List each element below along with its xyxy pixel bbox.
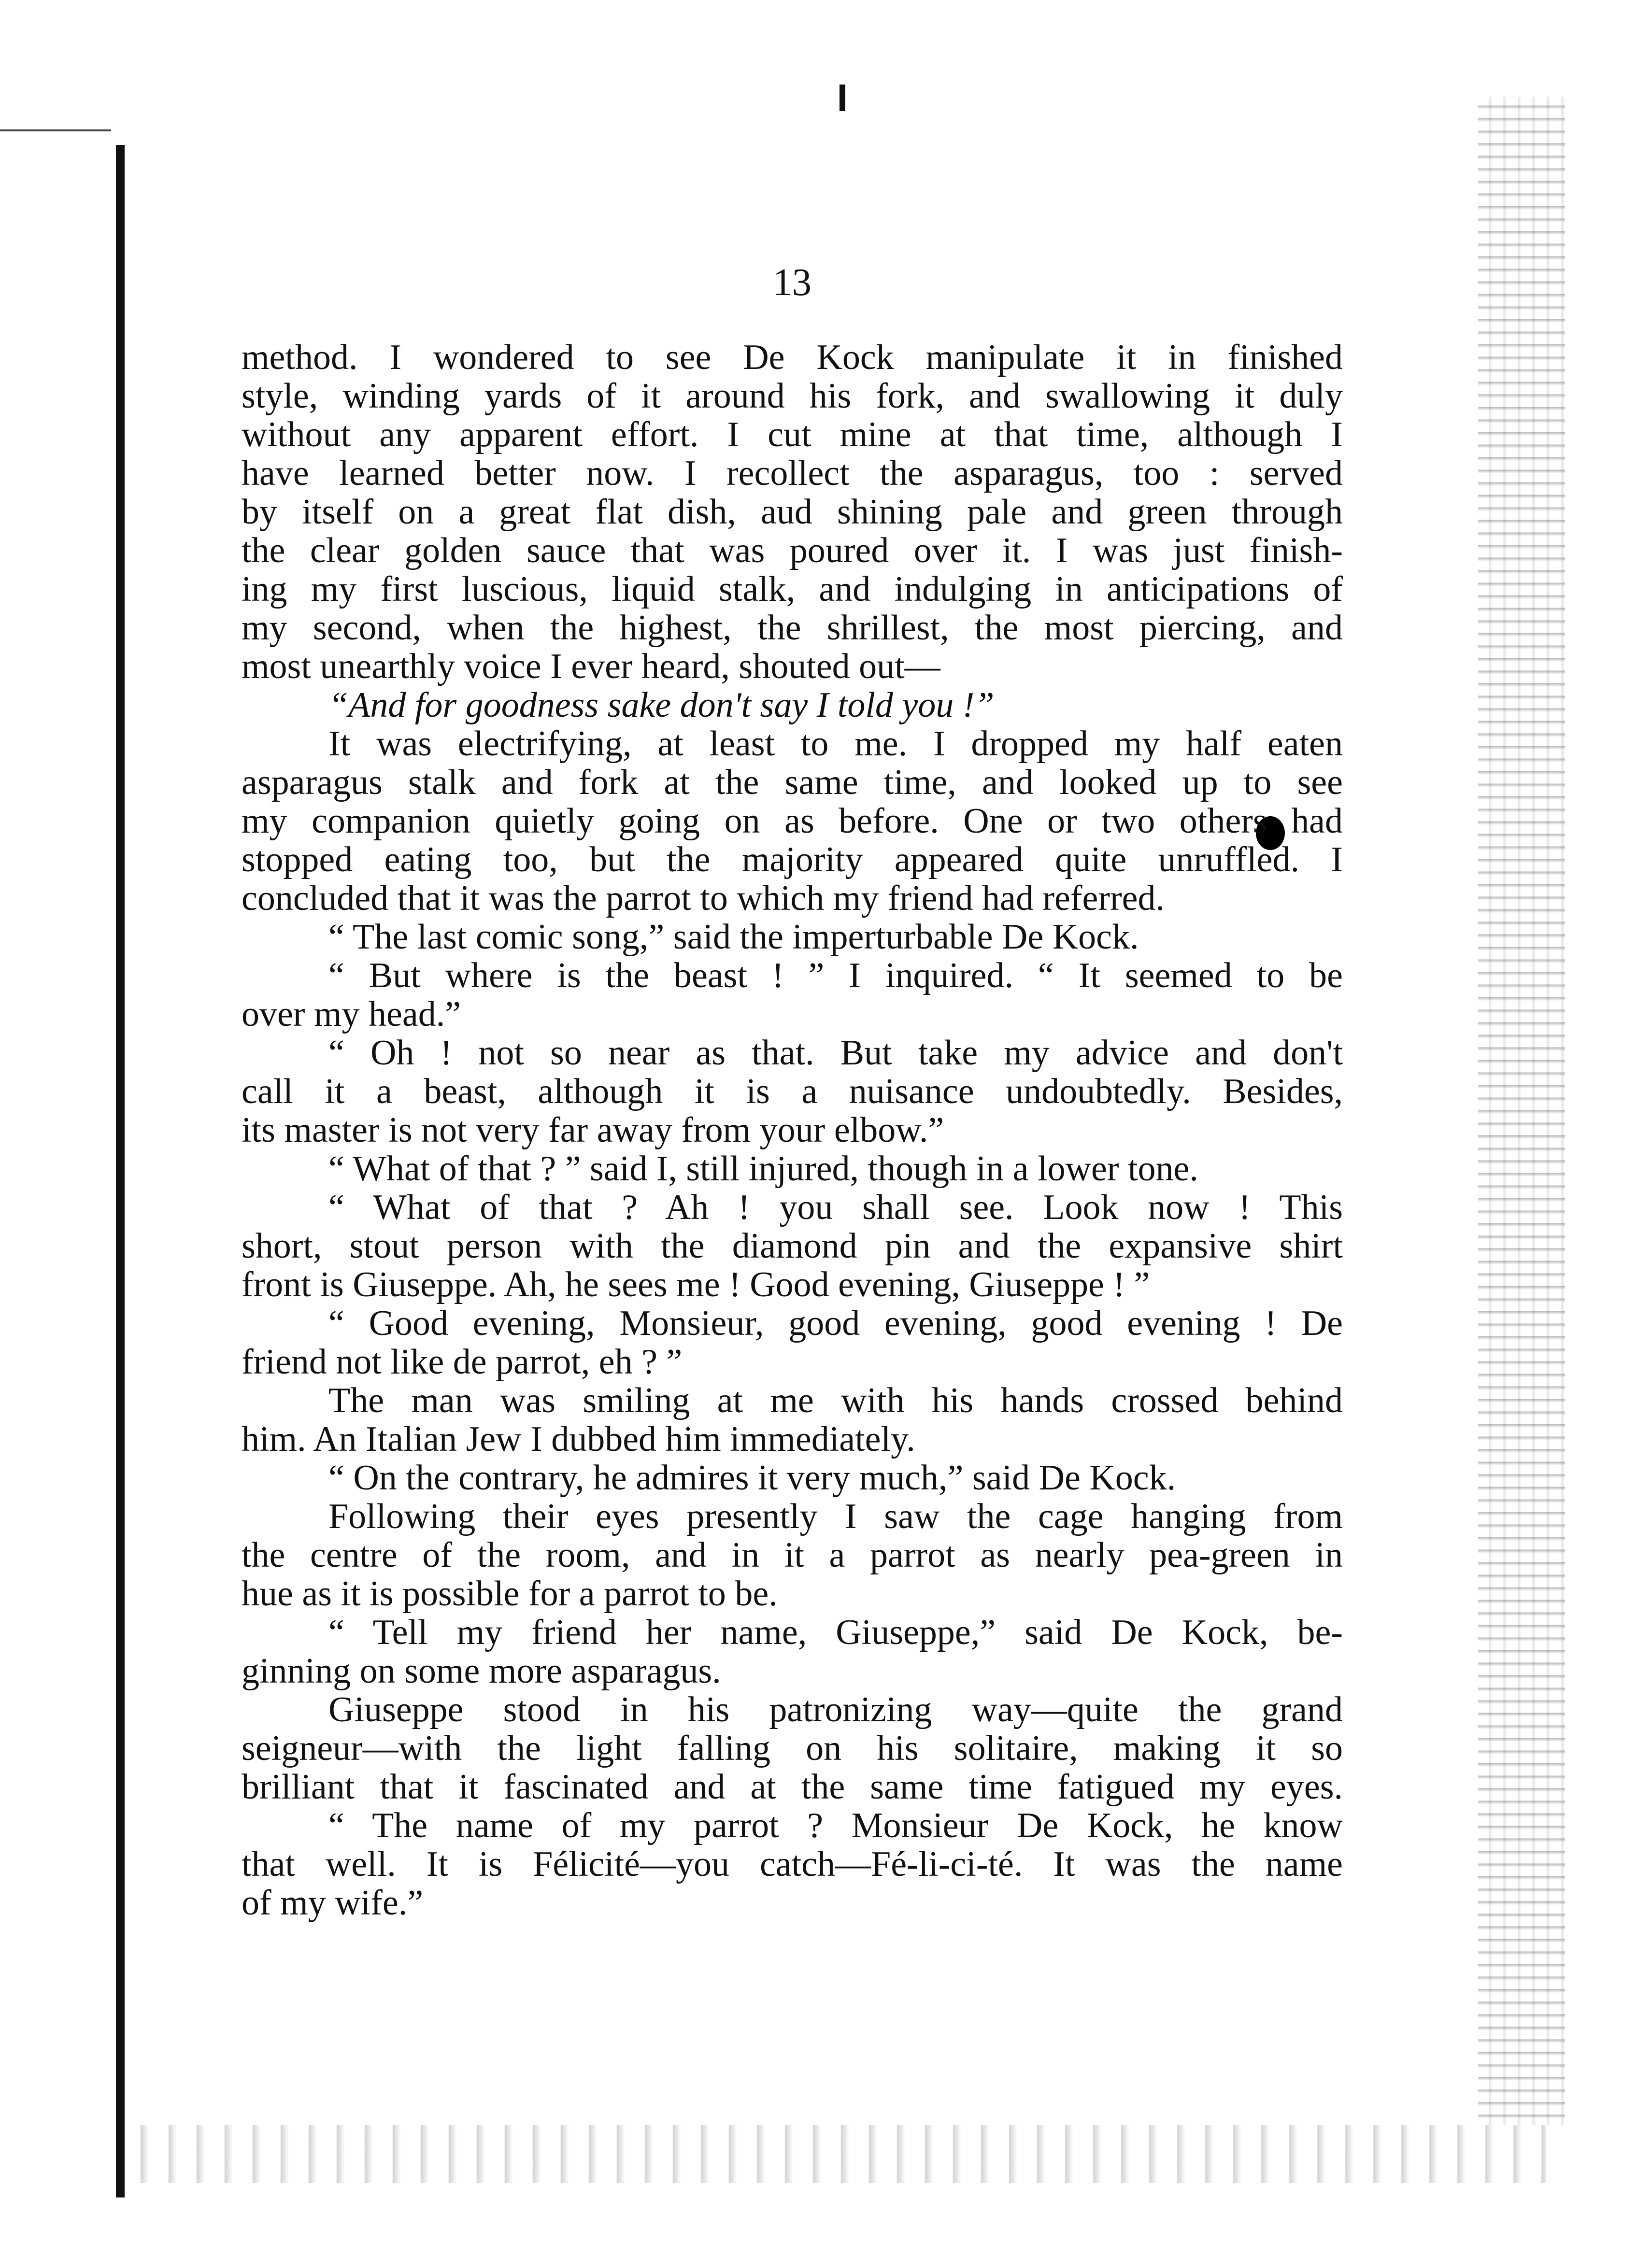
text-line: The man was smiling at me with his hands crossed behind bbox=[328, 1381, 1343, 1420]
text-line: seigneur—with the light falling on his solitaire, making it so bbox=[242, 1729, 1343, 1768]
page-edge-right-noise bbox=[1478, 97, 1565, 2125]
text-line: call it a beast, although it is a nuisance undoubtedly. Besides, bbox=[242, 1072, 1343, 1111]
text-line: my companion quietly going on as before. One or two others had bbox=[242, 801, 1343, 841]
text-line: style, winding yards of it around his fork, and swallowing it duly bbox=[242, 376, 1343, 416]
text-line: over my head.” bbox=[242, 994, 461, 1034]
text-line: method. I wondered to see De Kock manipulate it in finished bbox=[242, 338, 1343, 377]
text-line: It was electrifying, at least to me. I dropped my half eaten bbox=[328, 724, 1343, 764]
text-line: “ The last comic song,” said the imperturbable De Kock. bbox=[328, 917, 1139, 957]
text-line: “ Good evening, Monsieur, good evening, good evening ! De bbox=[328, 1304, 1343, 1343]
text-line: “ Tell my friend her name, Giuseppe,” said De Kock, be- bbox=[328, 1613, 1343, 1652]
text-line: of my wife.” bbox=[242, 1883, 424, 1923]
text-line: the clear golden sauce that was poured over it. I was just finish- bbox=[242, 531, 1343, 570]
text-line: by itself on a great flat dish, aud shining pale and green through bbox=[242, 492, 1343, 532]
top-mark bbox=[840, 85, 845, 111]
body-text bbox=[242, 338, 1343, 1922]
text-line: hue as it is possible for a parrot to be. bbox=[242, 1574, 778, 1614]
text-line: “ The name of my parrot ? Monsieur De Kock, he know bbox=[328, 1806, 1343, 1845]
page-edge-bottom-noise bbox=[121, 2125, 1546, 2183]
text-line: the centre of the room, and in it a parrot as nearly pea-green in bbox=[242, 1535, 1343, 1575]
text-line: him. An Italian Jew I dubbed him immediately. bbox=[242, 1419, 915, 1459]
text-line: that well. It is Félicité—you catch—Fé-li-ci-té. It was the name bbox=[242, 1844, 1343, 1884]
text-line: friend not like de parrot, eh ? ” bbox=[242, 1342, 683, 1382]
text-line: “ What of that ? ” said I, still injured, though in a lower tone. bbox=[328, 1149, 1198, 1189]
text-line: “ Oh ! not so near as that. But take my advice and don't bbox=[328, 1033, 1343, 1073]
text-line: without any apparent effort. I cut mine at that time, although I bbox=[242, 415, 1343, 454]
text-line: short, stout person with the diamond pin and the expansive shirt bbox=[242, 1226, 1343, 1266]
binding-rule-left bbox=[116, 145, 125, 2197]
text-line: concluded that it was the parrot to which my friend had referred. bbox=[242, 879, 1165, 918]
text-line: ing my first luscious, liquid stalk, and indulging in anticipations of bbox=[242, 569, 1343, 609]
margin-rule-top bbox=[0, 129, 111, 131]
text-line: Following their eyes presently I saw the cage hanging from bbox=[328, 1497, 1343, 1536]
text-line: “ But where is the beast ! ” I inquired. “ It seemed to be bbox=[328, 956, 1343, 995]
text-line: front is Giuseppe. Ah, he sees me ! Good evening, Giuseppe ! ” bbox=[242, 1265, 1150, 1304]
text-line: its master is not very far away from your elbow.” bbox=[242, 1110, 944, 1150]
text-line: have learned better now. I recollect the asparagus, too : served bbox=[242, 454, 1343, 493]
text-line: Giuseppe stood in his patronizing way—quite the grand bbox=[328, 1690, 1343, 1729]
page-number: 13 bbox=[773, 261, 811, 304]
text-line: my second, when the highest, the shrillest, the most piercing, and bbox=[242, 608, 1343, 648]
italic-quote: “And for goodness sake don't say I told you !” bbox=[328, 685, 995, 725]
text-line: ginning on some more asparagus. bbox=[242, 1651, 721, 1691]
text-line: asparagus stalk and fork at the same time, and looked up to see bbox=[242, 763, 1343, 802]
text-line: most unearthly voice I ever heard, shouted out— bbox=[242, 647, 940, 686]
text-line: stopped eating too, but the majority appeared quite unruffled. I bbox=[242, 840, 1343, 879]
text-line: “ What of that ? Ah ! you shall see. Look now ! This bbox=[328, 1188, 1343, 1227]
text-line: “ On the contrary, he admires it very much,” said De Kock. bbox=[328, 1458, 1176, 1498]
text-line: brilliant that it fascinated and at the same time fatigued my eyes. bbox=[242, 1767, 1343, 1807]
text-line-italic bbox=[242, 686, 1343, 724]
